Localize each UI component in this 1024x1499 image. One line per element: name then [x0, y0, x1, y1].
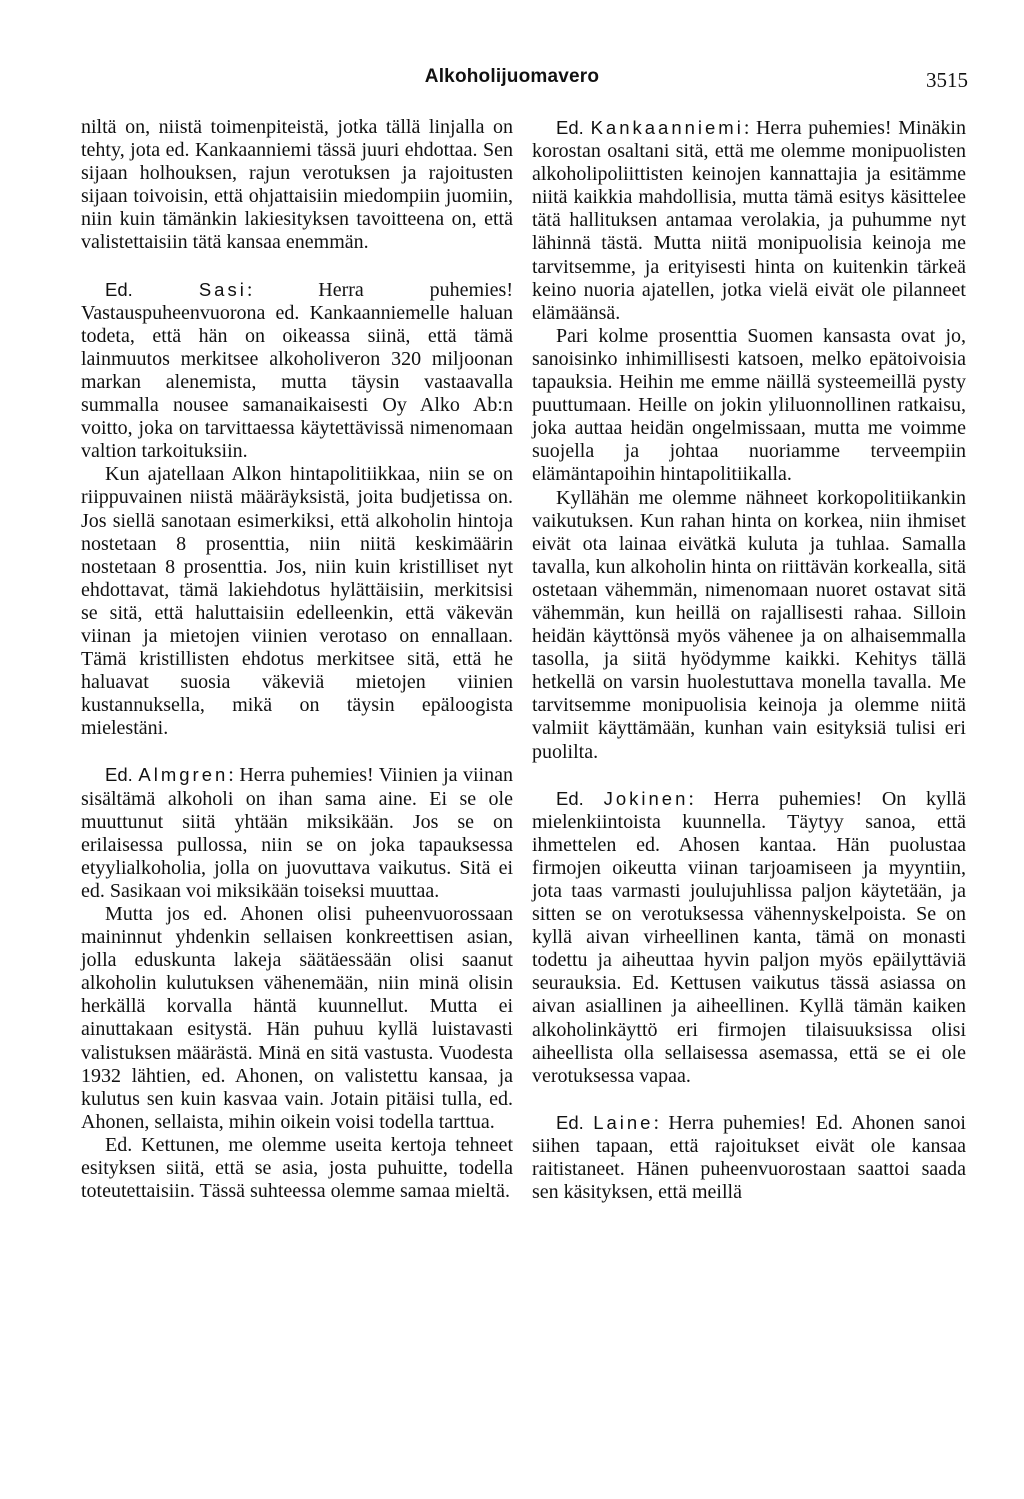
speaker-name: Sasi	[198, 278, 247, 300]
paragraph: Mutta jos ed. Ahonen olisi puheenvuorossaan maininnut yhdenkin sellaisen konkreettisen asian, jolla eduskunta lakeja säätäessään olisi saanut alkoholin kulutuksen vähenemään, niin minä olisin herkällä korvalla häntä kuunnellut. Mutta ei ainuttakaan esitystä. Hän puhuu kyllä luistavasti valistuksen määrästä. Minä en sitä vastusta. Vuodesta 1932 lähtien, ed. Ahonen, on valistettu kansaa, ja kulutus sen kuin kasvaa vain. Jotain pitäisi tulla, ed. Ahonen, sellaista, mihin oikein voisi todella tarttua.	[81, 903, 513, 1133]
running-head: Alkoholijuomavero	[424, 66, 600, 87]
speaker-name: Jokinen	[603, 787, 689, 809]
paragraph: niltä on, niistä toimenpiteistä, jotka tällä linjalla on tehty, jota ed. Kankaanniemi tässä juuri ehdottaa. Sen sijaan holhouksen, rajun verotuksen ja rajoitusten sijaan toivoisin, että ohjattaisiin miedompiin juomiin, niin kuin tämänkin lakiesityksen tavoitteena on, että valistettaisiin tätä kansaa enemmän.	[81, 116, 513, 254]
left-column	[81, 116, 513, 1203]
right-column	[532, 116, 966, 1204]
speech-paragraph: Ed. Almgren: Herra puhemies! Viinien ja viinan sisältämä alkoholi on ihan sama aine. Ei se ole muuttunut siitä yhtään miksikään. Jos se on erilaisessa pullossa, niin se on joka tapauksessa etyylialkoholia, jolla on juovuttava vaikutus. Sitä ei ed. Sasikaan voi miksikään toiseksi muuttaa.	[81, 764, 513, 902]
paragraph: Kun ajatellaan Alkon hintapolitiikkaa, niin se on riippuvainen niistä määräyksistä, joita budjetissa on. Jos siellä sanotaan esimerkiksi, että alkoholin hintoja nostetaan 8 prosenttia, niin niitä keskimäärin nostetaan 8 prosenttia. Jos, niin kuin kristilliset nyt ehdottavat, tämä lakiehdotus hylättäisiin, merkitsisi se sitä, että haluttaisiin edelleenkin, että väkevän viinan ja mietojen viinien verotaso on ennallaan. Tämä kristillisten ehdotus merkitsee sitä, että he haluavat suosia väkeviä mietojen viinien kustannuksella, mikä on täysin epäloogista mielestäni.	[81, 463, 513, 740]
speech-paragraph: Ed. Jokinen: Herra puhemies! On kyllä mielenkiintoista kuunnella. Täytyy sanoa, että ihmettelen ed. Ahosen kantaa. Hän puolustaa firmojen oikeutta viinan tarjoamiseen ja myyntiin, jota taas varmasti joulujuhlissa paljon käytetään, ja sitten se on verotuksessa vähennyskelpoista. Se on kyllä aivan virheellinen kanta, tämä on monasti todettu ja aiheuttaa hyvin paljon myös epäilyttäviä seurauksia. Ed. Kettusen vaikutus tässä asiassa on aivan asiallinen ja aiheellinen. Kyllä tämän kaiken alkoholinkäyttö eri firmojen tilaisuuksissa olisi aiheellista olla sellaisessa asemassa, että se ei ole verotuksessa vapaa.	[532, 787, 966, 1087]
speech-paragraph: Ed. Kankaanniemi: Herra puhemies! Minäkin korostan osaltani sitä, että me olemme monipuolisten alkoholipoliittisten keinojen kannattajia ja esitämme niitä kaikkia mahdollisia, mutta tämä esitys käsittelee tätä hallituksen antamaa verolakia, ja puhumme nyt lähinnä tästä. Mutta niitä monipuolisia keinoja me tarvitsemme, ja erityisesti hinta on kuitenkin tärkeä keino nuoria ajatellen, jotka vielä eivät ole pilanneet elämäänsä.	[532, 117, 966, 324]
speech-paragraph: Ed. Sasi: Herra puhemies! Vastauspuheenvuorona ed. Kankaanniemelle haluan todeta, että hän on oikeassa siinä, että tämä lainmuutos merkitsee alkoholiveron 320 miljoonan markan alenemista, mutta täysin vastaavalla summalla nousee samanaikaisesti Oy Alko Ab:n voitto, joka on tarvittaessa käytettävissä nimenomaan valtion tarkoituksiin.	[81, 278, 513, 463]
speech-paragraph: Ed. Laine: Herra puhemies! Ed. Ahonen sanoi siihen tapaan, että rajoitukset eivät ole kansaa raitistaneet. Hänen puheenvuorostaan saattoi saada sen käsityksen, että meillä	[532, 1111, 966, 1204]
page-number: 3515	[926, 68, 968, 92]
speaker-name: Laine	[593, 1111, 654, 1133]
speaker-name: Almgren	[138, 764, 229, 786]
paragraph: Kyllähän me olemme nähneet korkopolitiikankin vaikutuksen. Kun rahan hinta on korkea, niin ihmiset eivät ota lainaa eivätkä kuluta ja tuhlaa. Samalla tavalla, kun alkoholin hinta on riittävän korkealla, sitä ostetaan vähemmän, nimenomaan nuoret ostavat sitä vähemmän, kun heillä on rajallisesti rahaa. Silloin heidän käyttönsä myös vähenee ja on alhaisemmalla tasolla, ja siitä hyödymme kaikki. Kehitys tällä hetkellä on varsin huolestuttava monella tavalla. Me tarvitsemme monipuolisia keinoja ja olemme niitä valmiit käyttämään, kunhan vain esityksiä tulisi eri puolilta.	[532, 486, 966, 763]
paragraph: Pari kolme prosenttia Suomen kansasta ovat jo, sanoisinko inhimillisesti katsoen, melko epätoivoisia tapauksia. Heihin me emme näillä systeemeillä pysty puuttumaan. Heille on jokin yliluonnollinen ratkaisu, joka auttaa heidän ongelmissaan, mutta me voimme suojella ja johtaa nuoriamme terveempiin elämäntapoihin hintapolitiikalla.	[532, 324, 966, 486]
speaker-name: Kankaanniemi	[590, 117, 744, 138]
paragraph: Ed. Kettunen, me olemme useita kertoja tehneet esityksen siitä, että se asia, josta puhuitte, todella toteutettaisiin. Tässä suhteessa olemme samaa mieltä.	[81, 1133, 513, 1203]
